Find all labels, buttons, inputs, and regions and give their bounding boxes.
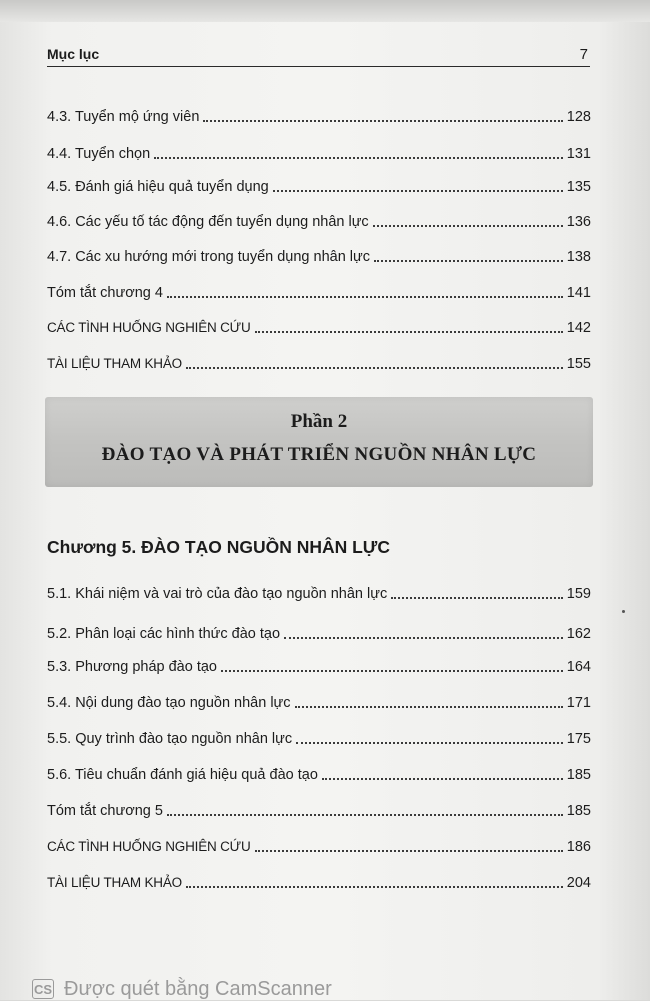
toc-entry-page: 159 <box>566 586 591 602</box>
toc-entry-page: 204 <box>566 875 591 891</box>
toc-leader-dots <box>273 190 563 192</box>
toc-entry-title: 4.5. Đánh giá hiệu quả tuyển dụng <box>47 179 269 195</box>
toc-leader-dots <box>186 886 563 888</box>
toc-entry-page: 175 <box>566 731 591 747</box>
toc-entry-title: 5.2. Phân loại các hình thức đào tạo <box>47 626 281 642</box>
toc-entry[interactable] <box>47 621 591 643</box>
toc-entry[interactable] <box>47 209 591 231</box>
part-title: ĐÀO TẠO VÀ PHÁT TRIỂN NGUỒN NHÂN LỰC <box>101 444 537 465</box>
toc-entry-page: 186 <box>566 839 591 855</box>
running-header <box>47 44 590 67</box>
toc-entry-title: 5.3. Phương pháp đào tạo <box>47 659 217 675</box>
toc-entry-page: 141 <box>566 285 591 301</box>
toc-entry-page: 135 <box>566 179 591 195</box>
toc-entry[interactable] <box>47 581 591 603</box>
toc-entry-title: Tóm tắt chương 5 <box>47 803 163 819</box>
toc-entry[interactable] <box>47 351 591 373</box>
toc-leader-dots <box>221 670 563 672</box>
toc-entry-page: 142 <box>566 320 591 336</box>
toc-leader-dots <box>373 225 563 227</box>
toc-leader-dots <box>255 331 563 333</box>
toc-leader-dots <box>154 157 563 159</box>
toc-leader-dots <box>167 814 563 816</box>
part-label: Phần 2 <box>290 411 348 432</box>
toc-entry[interactable] <box>47 726 591 748</box>
camscanner-logo-icon: CS <box>32 979 54 999</box>
toc-entry-title: TÀI LIỆU THAM KHẢO <box>47 356 182 371</box>
toc-entry[interactable] <box>47 798 591 820</box>
toc-entry-title: CÁC TÌNH HUỐNG NGHIÊN CỨU <box>47 320 251 335</box>
toc-entry-title: 5.5. Quy trình đào tạo nguồn nhân lực <box>47 731 293 747</box>
toc-entry-title: 5.6. Tiêu chuẩn đánh giá hiệu quả đào tạo <box>47 767 318 783</box>
toc-entry-page: 162 <box>566 626 591 642</box>
toc-leader-dots <box>167 296 563 298</box>
toc-entry-page: 164 <box>566 659 591 675</box>
toc-entry[interactable] <box>47 174 591 196</box>
toc-entry-title: 5.4. Nội dung đào tạo nguồn nhân lực <box>47 695 291 711</box>
page-speck <box>622 610 625 613</box>
toc-leader-dots <box>374 260 563 262</box>
chapter-heading[interactable]: Chương 5. ĐÀO TẠO NGUỒN NHÂN LỰC <box>47 537 390 557</box>
toc-entry-title: 5.1. Khái niệm và vai trò của đào tạo nguồn nhân lực <box>47 586 388 602</box>
toc-entry[interactable] <box>47 104 591 126</box>
toc-entry[interactable] <box>47 870 591 892</box>
toc-entry-page: 128 <box>566 109 591 125</box>
toc-leader-dots <box>203 120 562 122</box>
toc-entry-title: TÀI LIỆU THAM KHẢO <box>47 875 182 890</box>
toc-entry-title: 4.7. Các xu hướng mới trong tuyển dụng nhân lực <box>47 249 370 265</box>
scanner-watermark-text: Được quét bằng CamScanner <box>64 977 332 1000</box>
toc-entry-title: 4.4. Tuyển chọn <box>47 146 151 162</box>
toc-entry[interactable] <box>47 690 591 712</box>
toc-entry[interactable] <box>47 244 591 266</box>
toc-leader-dots <box>284 637 563 639</box>
header-title: Mục lục <box>47 46 100 62</box>
toc-entry-page: 185 <box>566 767 591 783</box>
scanner-watermark <box>32 978 432 1000</box>
toc-entry-page: 171 <box>566 695 591 711</box>
part-banner <box>45 397 593 487</box>
toc-entry-title: Tóm tắt chương 4 <box>47 285 163 301</box>
header-page-number: 7 <box>579 46 588 63</box>
toc-entry[interactable] <box>47 834 591 856</box>
toc-entry[interactable] <box>47 654 591 676</box>
toc-entry[interactable] <box>47 141 591 163</box>
toc-entry[interactable] <box>47 280 591 302</box>
toc-leader-dots <box>391 597 563 599</box>
toc-entry[interactable] <box>47 762 591 784</box>
toc-leader-dots <box>255 850 563 852</box>
toc-leader-dots <box>322 778 563 780</box>
toc-entry-title: 4.6. Các yếu tố tác động đến tuyển dụng nhân lực <box>47 214 369 230</box>
toc-entry-title: CÁC TÌNH HUỐNG NGHIÊN CỨU <box>47 839 251 854</box>
toc-entry-page: 138 <box>566 249 591 265</box>
page-top-edge <box>0 0 650 22</box>
toc-entry-page: 136 <box>566 214 591 230</box>
toc-entry-page: 155 <box>566 356 591 372</box>
toc-leader-dots <box>295 706 563 708</box>
toc-entry[interactable] <box>47 315 591 337</box>
toc-leader-dots <box>296 742 563 744</box>
toc-entry-page: 185 <box>566 803 591 819</box>
toc-leader-dots <box>186 367 563 369</box>
toc-entry-title: 4.3. Tuyển mộ ứng viên <box>47 109 200 125</box>
toc-entry-page: 131 <box>566 146 591 162</box>
